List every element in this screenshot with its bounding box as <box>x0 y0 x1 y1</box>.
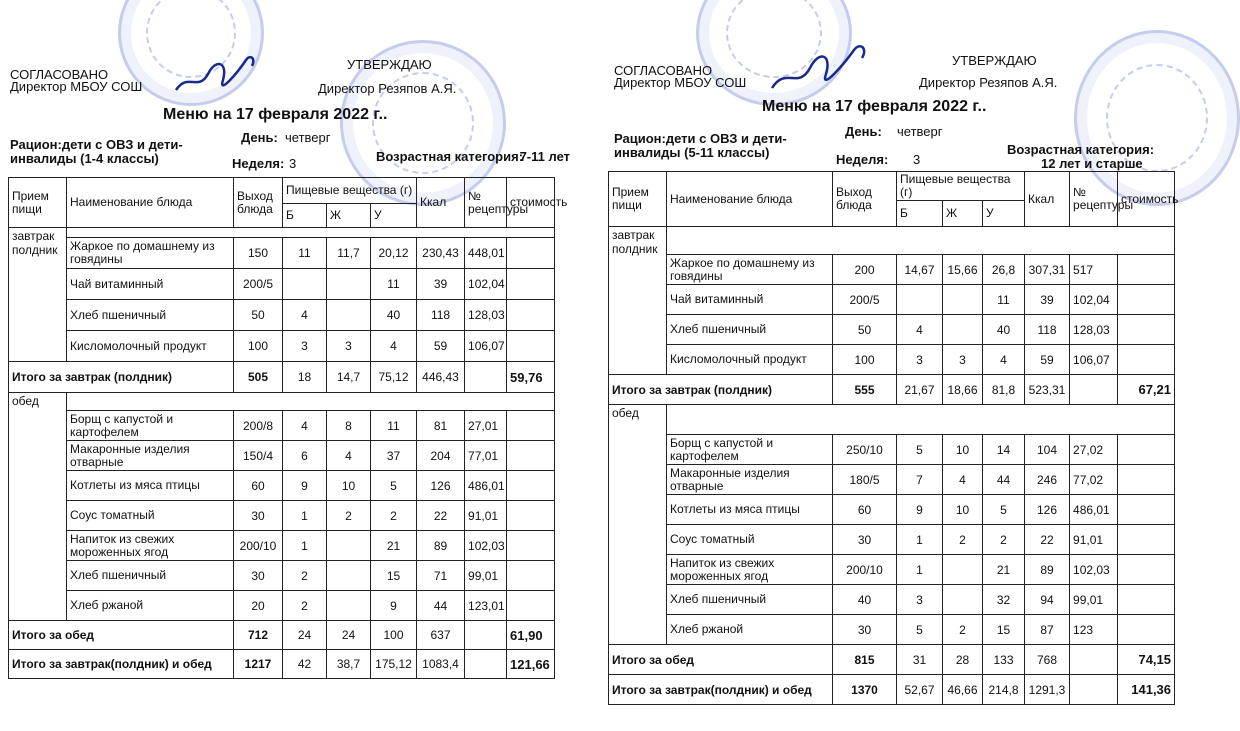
table-row: Хлеб ржаной 30 5 2 15 87 123 <box>609 615 1175 645</box>
meal-breakfast: завтрак полдник <box>609 227 667 375</box>
agreed-label: СОГЛАСОВАНО <box>10 67 109 82</box>
header-kcal: Ккал <box>1025 172 1070 227</box>
age-category-value: 12 лет и старше <box>1041 156 1143 171</box>
approve-by: Директор Резяпов А.Я. <box>318 81 457 96</box>
header-dish: Наименование блюда <box>667 172 833 227</box>
table-row: Котлеты из мяса птицы 60 9 10 5 126 486,01 <box>609 495 1175 525</box>
approve-label: УТВЕРЖДАЮ <box>952 53 1037 68</box>
table-row: Чай витаминный 200/5 11 39 102,04 <box>609 285 1175 315</box>
table-row: Хлеб пшеничный 50 4 40 118 128,03 <box>609 315 1175 345</box>
week-value: 3 <box>289 156 297 171</box>
menu-table <box>8 177 568 679</box>
age-category-value: 7-11 лет <box>519 149 570 164</box>
header-yield: Выход блюда <box>833 172 897 227</box>
table-row: Жаркое по домашнему из говядины 200 14,67 15,66 26,8 307,31 517 <box>609 255 1175 285</box>
approve-by: Директор Резяпов А.Я. <box>919 75 1058 90</box>
table-row: Борщ с капустой и картофелем 250/10 5 10 14 104 27,02 <box>609 435 1175 465</box>
header-yield: Выход блюда <box>234 178 283 228</box>
header-recipe: № рецептуры <box>465 178 507 228</box>
menu-sheet-right <box>604 0 1184 731</box>
agreed-label: СОГЛАСОВАНО <box>614 63 713 78</box>
table-row: Котлеты из мяса птицы 60 9 10 5 126 486,01 <box>9 471 555 501</box>
day-label: День: <box>845 124 882 139</box>
menu-title: Меню на 17 февраля 2022 г.. <box>762 98 987 115</box>
header-recipe: № рецептуры <box>1070 172 1118 227</box>
meal-lunch: обед <box>9 393 67 621</box>
week-label: Неделя: <box>836 152 889 167</box>
table-row: Хлеб пшеничный 50 4 40 118 128,03 <box>9 300 555 331</box>
header-u: У <box>371 204 417 228</box>
menu-title: Меню на 17 февраля 2022 г.. <box>163 106 388 123</box>
header-dish: Наименование блюда <box>67 178 234 228</box>
day-value: четверг <box>897 124 943 139</box>
header-meal: Прием пищи <box>609 172 667 227</box>
agreed-by: Директор МБОУ СОШ <box>614 75 747 90</box>
header-zh: Ж <box>943 201 983 227</box>
breakfast-total-row: Итого за завтрак (полдник) 555 21,67 18,66 81,8 523,31 67,21 <box>609 375 1175 405</box>
header-b: Б <box>283 204 327 228</box>
header-cost: стоимость <box>1118 172 1175 227</box>
ration-label: Рацион:дети с ОВЗ и дети-инвалиды (1-4 классы) <box>10 137 183 166</box>
header-nutrients: Пищевые вещества (г) <box>283 178 417 204</box>
week-value: 3 <box>913 152 921 167</box>
day-value: четверг <box>285 130 331 145</box>
table-row: Хлеб пшеничный 40 3 32 94 99,01 <box>609 585 1175 615</box>
meal-lunch: обед <box>609 405 667 645</box>
menu-sheet-left <box>0 0 580 731</box>
table-row: Чай витаминный 200/5 11 39 102,04 <box>9 269 555 300</box>
table-row: Макаронные изделия отварные 180/5 7 4 44 246 77,02 <box>609 465 1175 495</box>
table-row: Макаронные изделия отварные 150/4 6 4 37 204 77,01 <box>9 441 555 471</box>
table-row: Кисломолочный продукт 100 3 3 4 59 106,07 <box>609 345 1175 375</box>
menu-table <box>608 171 1179 705</box>
header-nutrients: Пищевые вещества (г) <box>897 172 1025 201</box>
meal-breakfast: завтрак полдник <box>9 228 67 362</box>
table-row: Жаркое по домашнему из говядины 150 11 11,7 20,12 230,43 448,01 <box>9 238 555 269</box>
header-meal: Прием пищи <box>9 178 67 228</box>
week-label: Неделя: <box>232 156 285 171</box>
age-category-label: Возрастная категория: <box>1007 142 1155 157</box>
grand-total-row: Итого за завтрак(полдник) и обед 1370 52,67 46,66 214,8 1291,3 141,36 <box>609 675 1175 705</box>
table-row: Напиток из свежих мороженных ягод 200/10 1 21 89 102,03 <box>609 555 1175 585</box>
day-label: День: <box>241 130 278 145</box>
table-row: Борщ с капустой и картофелем 200/8 4 8 11 81 27,01 <box>9 411 555 441</box>
approve-label: УТВЕРЖДАЮ <box>347 57 432 72</box>
signature-icon <box>764 40 874 100</box>
ration-label: Рацион:дети с ОВЗ и дети-инвалиды (5-11 классы) <box>614 131 787 160</box>
lunch-total-row: Итого за обед 712 24 24 100 637 61,90 <box>9 621 555 650</box>
table-row: Соус томатный 30 1 2 2 22 91,01 <box>9 501 555 531</box>
header-b: Б <box>897 201 943 227</box>
table-row: Хлеб пшеничный 30 2 15 71 99,01 <box>9 561 555 591</box>
table-row: Соус томатный 30 1 2 2 22 91,01 <box>609 525 1175 555</box>
age-category-label: Возрастная категория: <box>376 149 524 164</box>
table-row: Напиток из свежих мороженных ягод 200/10 1 21 89 102,03 <box>9 531 555 561</box>
header-zh: Ж <box>327 204 371 228</box>
agreed-by: Директор МБОУ СОШ <box>10 79 143 94</box>
grand-total-row: Итого за завтрак(полдник) и обед 1217 42 38,7 175,12 1083,4 121,66 <box>9 650 555 679</box>
header-u: У <box>983 201 1025 227</box>
table-row: Кисломолочный продукт 100 3 3 4 59 106,07 <box>9 331 555 362</box>
table-row: Хлеб ржаной 20 2 9 44 123,01 <box>9 591 555 621</box>
signature-icon <box>168 52 263 100</box>
lunch-total-row: Итого за обед 815 31 28 133 768 74,15 <box>609 645 1175 675</box>
header-kcal: Ккал <box>417 178 465 228</box>
header-cost: стоимость <box>507 178 555 228</box>
breakfast-total-row: Итого за завтрак (полдник) 505 18 14,7 75,12 446,43 59,76 <box>9 362 555 393</box>
